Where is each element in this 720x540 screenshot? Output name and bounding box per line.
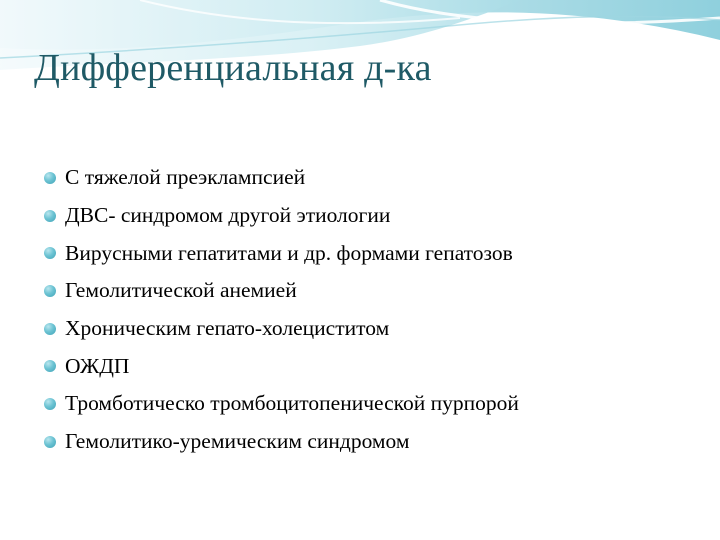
round-bullet-icon — [44, 398, 56, 410]
bullet-text: Гемолитико-уремическим синдромом — [65, 429, 410, 454]
round-bullet-icon — [44, 360, 56, 372]
list-item — [44, 347, 519, 385]
list-item — [44, 197, 519, 235]
bullet-text: ОЖДП — [65, 353, 130, 378]
bullet-text: С тяжелой преэклампсией — [65, 165, 306, 190]
list-item — [44, 310, 519, 348]
list-item — [44, 234, 519, 272]
slide-title: Дифференциальная д-ка — [34, 47, 432, 89]
list-item — [44, 272, 519, 310]
list-item — [44, 423, 519, 461]
list-item — [44, 385, 519, 423]
bullet-text: Вирусными гепатитами и др. формами гепатозов — [65, 240, 513, 265]
round-bullet-icon — [44, 285, 56, 297]
round-bullet-icon — [44, 172, 56, 184]
round-bullet-icon — [44, 247, 56, 259]
bullet-text: Тромботическо тромбоцитопенической пурпорой — [65, 391, 519, 416]
bullet-text: ДВС- синдромом другой этиологии — [65, 203, 391, 228]
bullet-list — [44, 159, 519, 461]
bullet-text: Гемолитической анемией — [65, 278, 297, 303]
bullet-text: Хроническим гепато-холециститом — [65, 316, 390, 341]
round-bullet-icon — [44, 323, 56, 335]
round-bullet-icon — [44, 436, 56, 448]
round-bullet-icon — [44, 210, 56, 222]
list-item — [44, 159, 519, 197]
